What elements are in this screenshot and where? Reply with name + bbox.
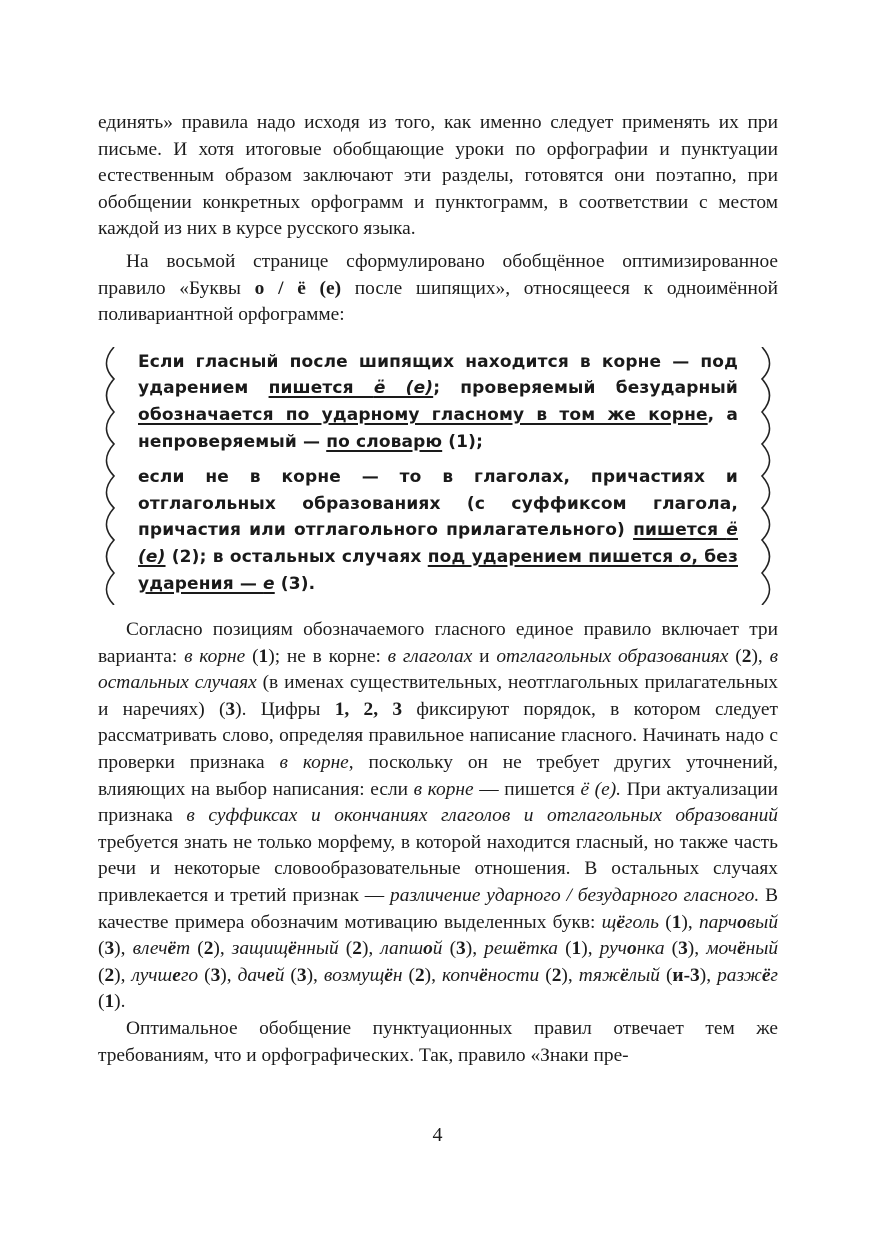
- highlighted-letter: ё: [384, 964, 393, 986]
- highlighted-letter: ё: [167, 938, 177, 960]
- highlighted-letter: о: [626, 938, 637, 960]
- italic-term: в корне: [279, 752, 349, 774]
- example-word: парчовый: [698, 911, 779, 933]
- bold-number: 1, 2, 3: [334, 698, 403, 720]
- example-item: влечёт (2),: [132, 938, 232, 960]
- highlighted-letter: о: [737, 911, 747, 933]
- text-segment: При актуализации признака: [98, 778, 779, 827]
- text-segment: (1);: [442, 431, 484, 452]
- text-segment: , без ударения —: [138, 546, 738, 594]
- text-segment: Согласно позициям обозначаемого гласного единое правило включает три варианта:: [98, 619, 778, 667]
- italic-term: в корне: [413, 778, 474, 800]
- text-segment: после шипящих», относящееся к одноимённой поливариантной орфограмме:: [98, 277, 778, 326]
- text-segment: под ударением пишется: [427, 546, 680, 567]
- example-number: 2: [203, 938, 214, 960]
- text-segment: ),: [751, 645, 770, 667]
- example-number: 1: [571, 938, 582, 960]
- paragraph-eighth-page: [98, 249, 778, 329]
- example-item: решётка (1),: [484, 938, 600, 960]
- example-item: копчёности (2),: [441, 964, 579, 986]
- text-segment: если не в корне — то в глаголах, причастиях и отглагольных образованиях (с суффиксом глагола, причастия или отглагольного прилагательного): [138, 467, 738, 541]
- example-number: 3: [678, 938, 688, 960]
- example-number: 2: [414, 964, 425, 986]
- example-word: решётка: [484, 938, 558, 960]
- example-item: ручонка (3),: [599, 938, 707, 960]
- underlined-phrase: [269, 378, 434, 398]
- example-number: 1: [671, 911, 682, 933]
- paragraph-punctuation: [98, 1016, 778, 1069]
- text-segment: и: [472, 645, 497, 667]
- example-number: 3: [210, 964, 221, 986]
- highlighted-letter: ё: [616, 911, 625, 933]
- paragraph-intro: [98, 110, 778, 243]
- italic-letter: ё (е): [138, 520, 738, 567]
- example-word: лапшой: [380, 938, 443, 960]
- text-segment: Оптимальное обобщение пунктуационных правил отвечает тем же требованиям, что и орфографических. Так, правило «Знаки пре-: [98, 1018, 778, 1066]
- example-word: ручонка: [599, 938, 665, 960]
- text-segment: В качестве примера обозначим мотивацию выделенных букв:: [98, 885, 778, 933]
- highlighted-letter: ё: [620, 964, 629, 986]
- italic-letter: о: [679, 546, 692, 567]
- example-word: лучшего: [131, 964, 199, 986]
- example-item: тяжёлый (и-3),: [578, 964, 718, 986]
- highlighted-letter: е: [172, 964, 181, 986]
- italic-term: различение ударного / безударного гласного.: [390, 885, 760, 907]
- example-word: возмущён: [323, 964, 403, 986]
- italic-term: в глаголах: [387, 645, 473, 667]
- highlighted-letter: ё: [288, 938, 297, 960]
- example-number: 2: [104, 964, 115, 986]
- text-segment: На восьмой странице сформулировано обобщённое оптимизированное правило «Буквы: [98, 250, 778, 299]
- example-word: щёголь: [601, 911, 659, 933]
- example-word: мочёный: [706, 938, 779, 960]
- bold-number: 3: [225, 698, 236, 720]
- text-segment: ; проверяемый безударный: [433, 378, 738, 399]
- example-number: 1: [104, 991, 115, 1013]
- text-segment: фиксируют порядок, в котором следует рассматривать слово, определяя правильное написание гласного. Начинать надо с проверки признака: [98, 698, 778, 774]
- paragraph-positions: [98, 617, 778, 1016]
- example-number: 3: [104, 938, 115, 960]
- text-segment: единять» правила надо исходя из того, как именно следует применять их при письме. И хотя итоговые обобщающие уроки по орфографии и пунктуации естественным образом заключают эти разделы, готовятся они поэтапно, при обобщении конкретных орфограмм и пунктограмм, в соответствии с местом каждой из них в курсе русского языка.: [98, 112, 778, 240]
- text-segment: ). Цифры: [235, 698, 335, 720]
- bold-number: 2: [741, 645, 752, 667]
- italic-term: в корне: [184, 645, 246, 667]
- bold-term: о / ё (е): [254, 277, 342, 299]
- italic-letter: е: [263, 573, 275, 594]
- text-segment: пишется: [268, 378, 374, 399]
- highlighted-letter: е: [266, 964, 275, 986]
- example-number: 3: [456, 938, 466, 960]
- example-item: дачей (3),: [237, 964, 324, 986]
- example-word: разжёг: [717, 964, 778, 986]
- example-item: парчовый (3),: [98, 911, 779, 960]
- example-word: влечёт: [132, 938, 191, 960]
- example-item: лучшего (3),: [131, 964, 238, 986]
- italic-letter: ё (е): [373, 378, 434, 399]
- italic-term: в остальных случаях: [98, 645, 778, 694]
- example-word: копчёности: [441, 964, 540, 986]
- example-item: мочёный (2),: [98, 938, 779, 986]
- example-number: 3: [296, 964, 307, 986]
- example-number: 2: [551, 964, 562, 986]
- text-segment: требуется знать не только морфему, в которой находится гласный, но также часть речи и некоторые словообразовательные отношения. В остальных случаях привлекается и третий признак —: [98, 831, 778, 907]
- italic-term: в суффиксах и окончаниях глаголов и отглагольных образований: [186, 805, 778, 827]
- text-segment: (2); в остальных случаях: [165, 546, 428, 567]
- text-segment: (3).: [274, 573, 316, 594]
- example-item: лапшой (3),: [380, 938, 485, 960]
- text-segment: (в именах существительных, неотглагольных прилагательных и наречиях) (: [98, 672, 778, 720]
- text-segment: пишется: [633, 520, 727, 541]
- right-wavy-brace-icon: [754, 347, 774, 605]
- text-segment: (: [728, 645, 742, 667]
- example-word: тяжёлый: [578, 964, 660, 986]
- example-item: щёголь (1),: [601, 911, 699, 933]
- text-segment: Если гласный после шипящих находится в корне — под ударением: [138, 351, 738, 399]
- highlighted-letter: о: [423, 938, 433, 960]
- example-item: защищённый (2),: [231, 938, 381, 960]
- highlighted-letter: ё: [517, 938, 526, 960]
- example-item: разжёг (1).: [98, 964, 778, 1013]
- page-body: [98, 110, 778, 1069]
- left-wavy-brace-icon: [102, 347, 122, 605]
- underlined-phrase: обозначается по ударному гласному в том же корне: [138, 404, 708, 425]
- example-word: дачей: [237, 964, 285, 986]
- text-segment: , а непроверяемый —: [138, 404, 738, 452]
- italic-term: отглагольных образованиях: [496, 645, 729, 667]
- bold-number: 1: [258, 645, 269, 667]
- highlighted-letter: ё: [478, 964, 488, 986]
- example-number: и-3: [672, 964, 700, 986]
- example-word: защищённый: [231, 938, 339, 960]
- highlighted-letter: ё: [761, 964, 771, 986]
- text-segment: (: [245, 645, 259, 667]
- text-segment: , поскольку он не требует других уточнений, влияющих на выбор написания: если: [98, 752, 778, 800]
- text-segment: — пишется: [473, 778, 581, 800]
- rule-part-root: [138, 349, 738, 455]
- page-number: 4: [432, 1124, 443, 1146]
- text-segment: ); не в корне:: [268, 645, 388, 667]
- underlined-phrase: по словарю: [326, 431, 443, 452]
- italic-term: ё (е).: [580, 778, 622, 800]
- rule-part-not-root: [138, 464, 738, 597]
- rule-box: [98, 343, 778, 603]
- example-item: возмущён (2),: [323, 964, 442, 986]
- highlighted-letter: ё: [737, 938, 746, 960]
- example-number: 2: [352, 938, 362, 960]
